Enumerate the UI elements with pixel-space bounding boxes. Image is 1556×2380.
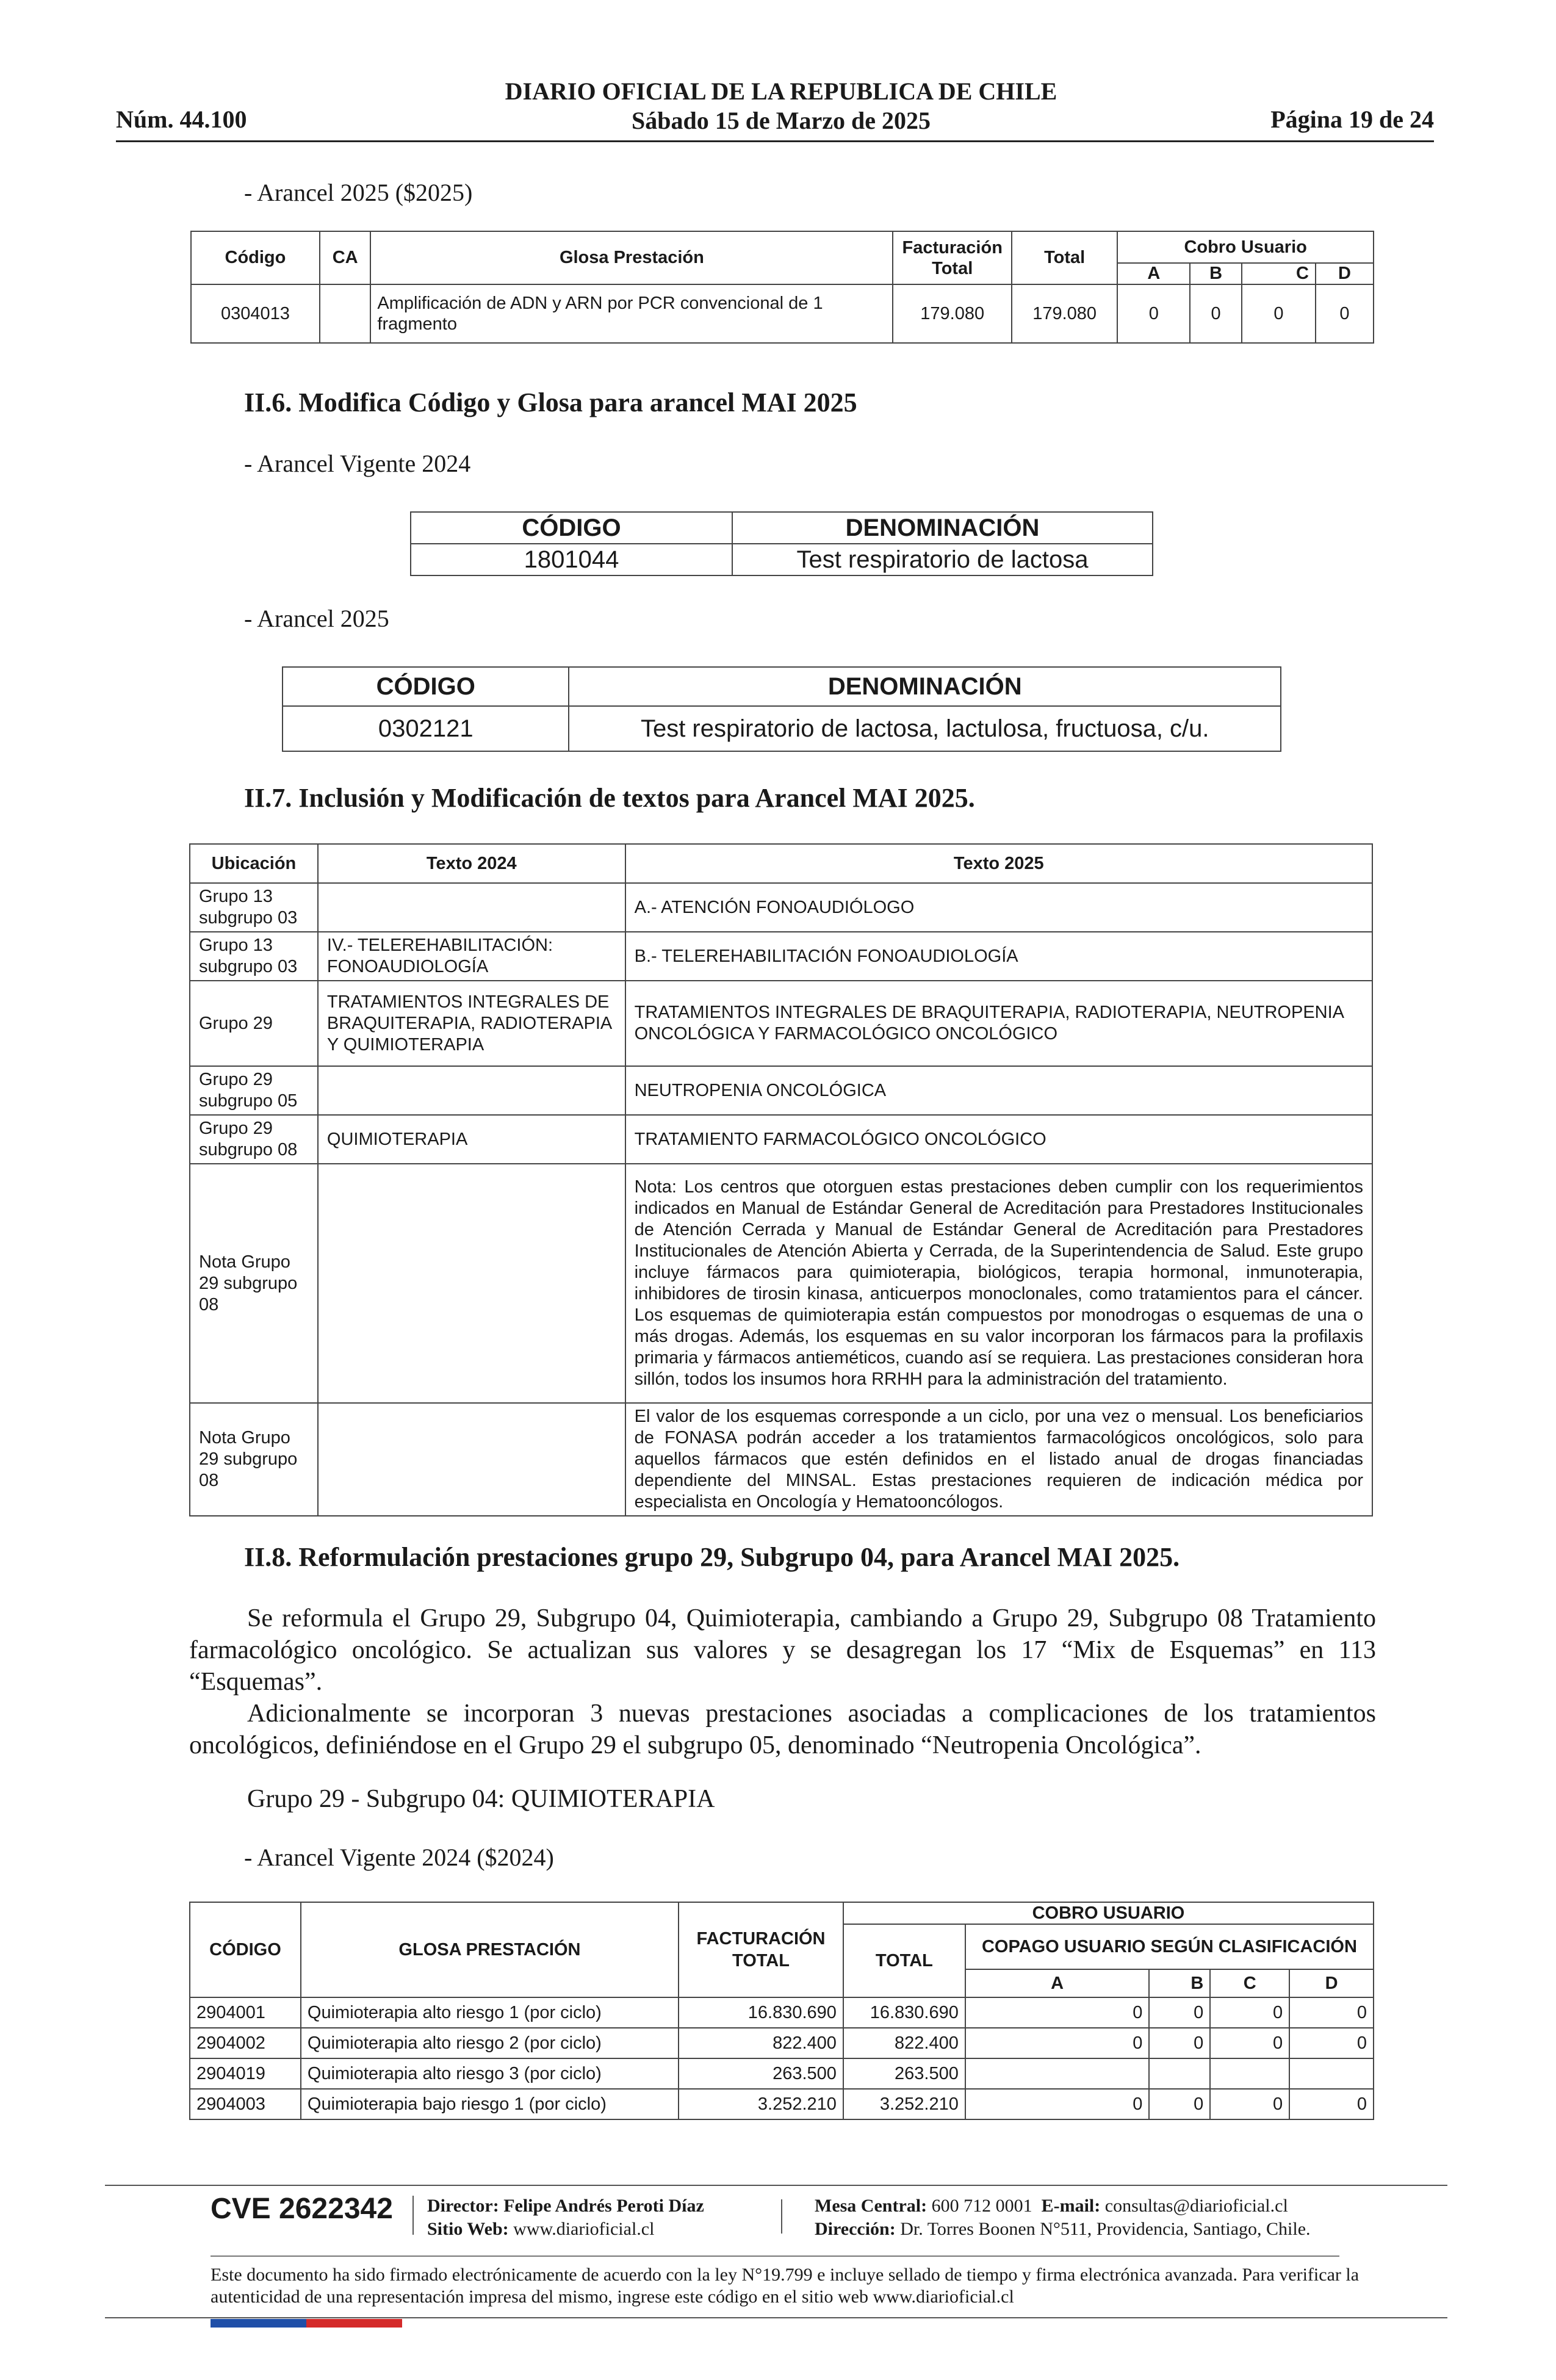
section-ii8-body — [189, 1603, 1376, 1761]
page-indicator: Página 19 de 24 — [1270, 106, 1434, 133]
cell-facturacion: 179.080 — [893, 284, 1012, 343]
cell-b: 0 — [1149, 2028, 1210, 2058]
cell-total: 179.080 — [1012, 284, 1117, 343]
director-line — [427, 2194, 704, 2218]
cell-texto-2024: QUIMIOTERAPIA — [318, 1115, 625, 1164]
cell-facturacion: 263.500 — [679, 2058, 843, 2089]
footer-contact-block — [815, 2194, 1311, 2241]
col-header-denominacion: DENOMINACIÓN — [732, 512, 1153, 544]
cell-d: 0 — [1289, 2089, 1374, 2119]
section-title-ii8: II.8. Reformulación prestaciones grupo 29, Subgrupo 04, para Arancel MAI 2025. — [244, 1542, 1180, 1572]
table-row — [190, 1997, 1374, 2028]
director-value: Felipe Andrés Peroti Díaz — [503, 2196, 704, 2216]
vigente-codigo-table — [410, 511, 1153, 576]
cell-glosa: Amplificación de ADN y ARN por PCR convencional de 1 fragmento — [370, 284, 893, 343]
arancel-2025-label: - Arancel 2025 ($2025) — [244, 179, 473, 206]
cell-b: 0 — [1149, 2089, 1210, 2119]
cell-texto-2025: B.- TELEREHABILITACIÓN FONOAUDIOLOGÍA — [625, 932, 1372, 981]
cell-d: 0 — [1316, 284, 1374, 343]
cell-texto-2025: TRATAMIENTOS INTEGRALES DE BRAQUITERAPIA, RADIOTERAPIA, NEUTROPENIA ONCOLÓGICA Y FARMACOLÓGICO ONCOLÓGICO — [625, 981, 1372, 1066]
table-row — [190, 1164, 1372, 1403]
website-line — [427, 2218, 704, 2241]
cell-texto-2025: A.- ATENCIÓN FONOAUDIÓLOGO — [625, 883, 1372, 932]
cell-glosa: Quimioterapia alto riesgo 2 (por ciclo) — [301, 2028, 679, 2058]
cell-b: 0 — [1190, 284, 1242, 343]
issue-date: Sábado 15 de Marzo de 2025 — [632, 107, 931, 134]
col-header-total: TOTAL — [843, 1924, 965, 1997]
cell-c: 0 — [1210, 2089, 1289, 2119]
col-header-cobro-usuario: COBRO USUARIO — [843, 1902, 1374, 1924]
col-header-b: B — [1149, 1969, 1210, 1997]
table-row — [190, 2058, 1374, 2089]
col-header-denominacion: DENOMINACIÓN — [569, 667, 1281, 706]
cell-glosa: Quimioterapia alto riesgo 3 (por ciclo) — [301, 2058, 679, 2089]
cell-a — [965, 2058, 1150, 2089]
col-header-copago: COPAGO USUARIO SEGÚN CLASIFICACIÓN — [965, 1924, 1374, 1969]
cell-d — [1289, 2058, 1374, 2089]
cell-a: 0 — [965, 1997, 1150, 2028]
col-header-codigo: Código — [191, 231, 320, 284]
journal-masthead — [391, 77, 1172, 135]
cell-c: 0 — [1242, 284, 1316, 343]
direccion-label: Dirección: — [815, 2219, 896, 2239]
footer-separator — [412, 2196, 414, 2235]
col-header-ubicacion: Ubicación — [190, 844, 318, 883]
cell-facturacion: 822.400 — [679, 2028, 843, 2058]
cell-glosa: Quimioterapia alto riesgo 1 (por ciclo) — [301, 1997, 679, 2028]
group-29-line: Grupo 29 - Subgrupo 04: QUIMIOTERAPIA — [247, 1785, 715, 1813]
cell-texto-2025: El valor de los esquemas corresponde a un ciclo, por una vez o mensual. Los beneficiarios de FONASA podrán acceder a los tratamientos farmacológicos oncológicos, solo para aquellos fármacos que estén definidos en el listado anual de drogas financiadas dependiente del MINSAL. Estas prestaciones requieren de indicación médica por especialista en Oncología y Hematooncólogos. — [625, 1403, 1372, 1516]
table-row — [190, 981, 1372, 1066]
paragraph-reformula: Se reformula el Grupo 29, Subgrupo 04, Quimioterapia, cambiando a Grupo 29, Subgrupo 08 Tratamiento farmacológico oncológico. Se actualizan sus valores y se desagregan los 17 “Mix de Esquemas” en 113 “Esquemas”. — [189, 1604, 1376, 1696]
col-header-codigo: CÓDIGO — [190, 1902, 301, 1997]
arancel-vigente-2024-label-2: - Arancel Vigente 2024 ($2024) — [244, 1844, 554, 1871]
cell-c: 0 — [1210, 2028, 1289, 2058]
cell-ubicacion: Grupo 29 subgrupo 08 — [190, 1115, 318, 1164]
col-header-codigo: CÓDIGO — [411, 512, 732, 544]
cell-total: 263.500 — [843, 2058, 965, 2089]
cve-code: CVE 2622342 — [211, 2193, 393, 2225]
flag-stripe-red — [306, 2319, 402, 2328]
footer-bottom-rule — [105, 2317, 1447, 2318]
cell-texto-2024 — [318, 883, 625, 932]
cell-codigo: 2904019 — [190, 2058, 301, 2089]
website-link[interactable]: www.diarioficial.cl — [513, 2219, 655, 2239]
cell-texto-2025: NEUTROPENIA ONCOLÓGICA — [625, 1066, 1372, 1115]
quimioterapia-table — [189, 1902, 1374, 2120]
cell-texto-2024: TRATAMIENTOS INTEGRALES DE BRAQUITERAPIA, RADIOTERAPIA Y QUIMIOTERAPIA — [318, 981, 625, 1066]
cell-denominacion: Test respiratorio de lactosa, lactulosa, fructuosa, c/u. — [569, 706, 1281, 751]
cell-c — [1210, 2058, 1289, 2089]
table-row — [190, 1403, 1372, 1516]
cell-b — [1149, 2058, 1210, 2089]
footer-director-block — [427, 2194, 704, 2241]
cell-total: 822.400 — [843, 2028, 965, 2058]
director-label: Director: — [427, 2196, 499, 2216]
cell-total: 16.830.690 — [843, 1997, 965, 2028]
issue-number: Núm. 44.100 — [116, 106, 247, 133]
mesa-line — [815, 2194, 1311, 2218]
col-header-texto-2024: Texto 2024 — [318, 844, 625, 883]
cell-ubicacion: Grupo 13 subgrupo 03 — [190, 932, 318, 981]
col-header-facturacion: Facturación Total — [893, 231, 1012, 284]
cell-a: 0 — [965, 2028, 1150, 2058]
cell-a: 0 — [1117, 284, 1190, 343]
cell-codigo: 2904002 — [190, 2028, 301, 2058]
cell-total: 3.252.210 — [843, 2089, 965, 2119]
col-header-c: C — [1242, 263, 1316, 284]
table-row — [190, 2028, 1374, 2058]
cell-d: 0 — [1289, 1997, 1374, 2028]
mesa-label: Mesa Central: — [815, 2196, 927, 2216]
direccion-value: Dr. Torres Boonen N°511, Providencia, Santiago, Chile. — [900, 2219, 1311, 2239]
email-label: E-mail: — [1041, 2196, 1101, 2216]
cell-texto-2024 — [318, 1066, 625, 1115]
paragraph-adicionalmente: Adicionalmente se incorporan 3 nuevas prestaciones asociadas a complicaciones de los tratamientos oncológicos, definiéndose en el Grupo 29 el subgrupo 05, denominado “Neutropenia Oncológica”. — [189, 1700, 1376, 1759]
footer-separator-2 — [781, 2199, 782, 2234]
header-rule — [116, 140, 1434, 142]
cell-denominacion: Test respiratorio de lactosa — [732, 544, 1153, 575]
cell-texto-2024: IV.- TELEREHABILITACIÓN: FONOAUDIOLOGÍA — [318, 932, 625, 981]
col-header-texto-2025: Texto 2025 — [625, 844, 1372, 883]
flag-stripe-blue — [211, 2319, 306, 2328]
cell-facturacion: 16.830.690 — [679, 1997, 843, 2028]
cell-a: 0 — [965, 2089, 1150, 2119]
table-row — [190, 2089, 1374, 2119]
arancel-2025-label-2: - Arancel 2025 — [244, 605, 389, 632]
cell-codigo: 2904001 — [190, 1997, 301, 2028]
section-title-ii6: II.6. Modifica Código y Glosa para arancel MAI 2025 — [244, 388, 857, 417]
cell-glosa: Quimioterapia bajo riesgo 1 (por ciclo) — [301, 2089, 679, 2119]
table-row — [411, 544, 1153, 575]
cell-codigo: 0304013 — [191, 284, 320, 343]
cell-b: 0 — [1149, 1997, 1210, 2028]
mesa-value: 600 712 0001 — [931, 2196, 1032, 2216]
col-header-a: A — [965, 1969, 1150, 1997]
email-link[interactable]: consultas@diarioficial.cl — [1104, 2196, 1288, 2216]
arancel-vigente-2024-label: - Arancel Vigente 2024 — [244, 450, 471, 477]
direccion-line — [815, 2218, 1311, 2241]
cell-c: 0 — [1210, 1997, 1289, 2028]
journal-title: DIARIO OFICIAL DE LA REPUBLICA DE CHILE — [505, 78, 1057, 105]
table-row — [190, 932, 1372, 981]
cell-d: 0 — [1289, 2028, 1374, 2058]
cell-texto-2025: TRATAMIENTO FARMACOLÓGICO ONCOLÓGICO — [625, 1115, 1372, 1164]
table-row — [191, 284, 1374, 343]
table-row — [190, 1066, 1372, 1115]
arancel-2025-table — [190, 231, 1374, 344]
cell-facturacion: 3.252.210 — [679, 2089, 843, 2119]
table-row — [190, 883, 1372, 932]
cell-codigo: 1801044 — [411, 544, 732, 575]
cell-ca — [320, 284, 371, 343]
col-header-cobro: Cobro Usuario — [1117, 231, 1374, 263]
section-title-ii7: II.7. Inclusión y Modificación de textos para Arancel MAI 2025. — [244, 783, 975, 813]
col-header-a: A — [1117, 263, 1190, 284]
col-header-c: C — [1210, 1969, 1289, 1997]
cell-ubicacion: Grupo 29 — [190, 981, 318, 1066]
cell-ubicacion: Nota Grupo 29 subgrupo 08 — [190, 1403, 318, 1516]
cell-ubicacion: Grupo 29 subgrupo 05 — [190, 1066, 318, 1115]
col-header-d: D — [1289, 1969, 1374, 1997]
cell-texto-2024 — [318, 1403, 625, 1516]
col-header-b: B — [1190, 263, 1242, 284]
nuevo-codigo-table — [282, 666, 1281, 752]
website-label: Sitio Web: — [427, 2219, 509, 2239]
footer-top-rule — [105, 2185, 1447, 2186]
table-row — [190, 1115, 1372, 1164]
footer-legal-note: Este documento ha sido firmado electrónicamente de acuerdo con la ley N°19.799 e incluye sellado de tiempo y firma electrónica avanzada. Para verificar la autenticidad de una representación impresa del mismo, ingrese este código en el sitio web www.diarioficial.cl — [211, 2265, 1360, 2307]
textos-table — [189, 843, 1373, 1516]
cell-texto-2025: Nota: Los centros que otorguen estas prestaciones deben cumplir con los requerimientos indicados en Manual de Estándar General de Acreditación para Prestadores Institucionales de Atención Cerrada y Manual de Estándar General de Acreditación para Prestadores Institucionales de Atención Abierta y Cerrada, de la Superintendencia de Salud. Este grupo incluye fármacos para quimioterapia, biológicos, terapia hormonal, inmunoterapia, inhibidores de tirosin kinasa, anticuerpos monoclonales, como tratamientos para el cáncer. Los esquemas de quimioterapia están compuestos por monodrogas o esquemas de una o más drogas. Además, los esquemas en su valor incorporan los fármacos para la profilaxis primaria y fármacos antieméticos, cuando así se requiera. Las prestaciones consideran hora sillón, todos los insumos hora RRHH para la administración del tratamiento. — [625, 1164, 1372, 1403]
col-header-glosa: GLOSA PRESTACIÓN — [301, 1902, 679, 1997]
cell-texto-2024 — [318, 1164, 625, 1403]
footer-mid-rule — [211, 2256, 1339, 2257]
cell-codigo: 2904003 — [190, 2089, 301, 2119]
table-row — [283, 706, 1281, 751]
col-header-total: Total — [1012, 231, 1117, 284]
col-header-glosa: Glosa Prestación — [370, 231, 893, 284]
col-header-d: D — [1316, 263, 1374, 284]
cell-ubicacion: Nota Grupo 29 subgrupo 08 — [190, 1164, 318, 1403]
cell-ubicacion: Grupo 13 subgrupo 03 — [190, 883, 318, 932]
col-header-facturacion: FACTURACIÓN TOTAL — [679, 1902, 843, 1997]
cell-codigo: 0302121 — [283, 706, 569, 751]
col-header-codigo: CÓDIGO — [283, 667, 569, 706]
col-header-ca: CA — [320, 231, 371, 284]
